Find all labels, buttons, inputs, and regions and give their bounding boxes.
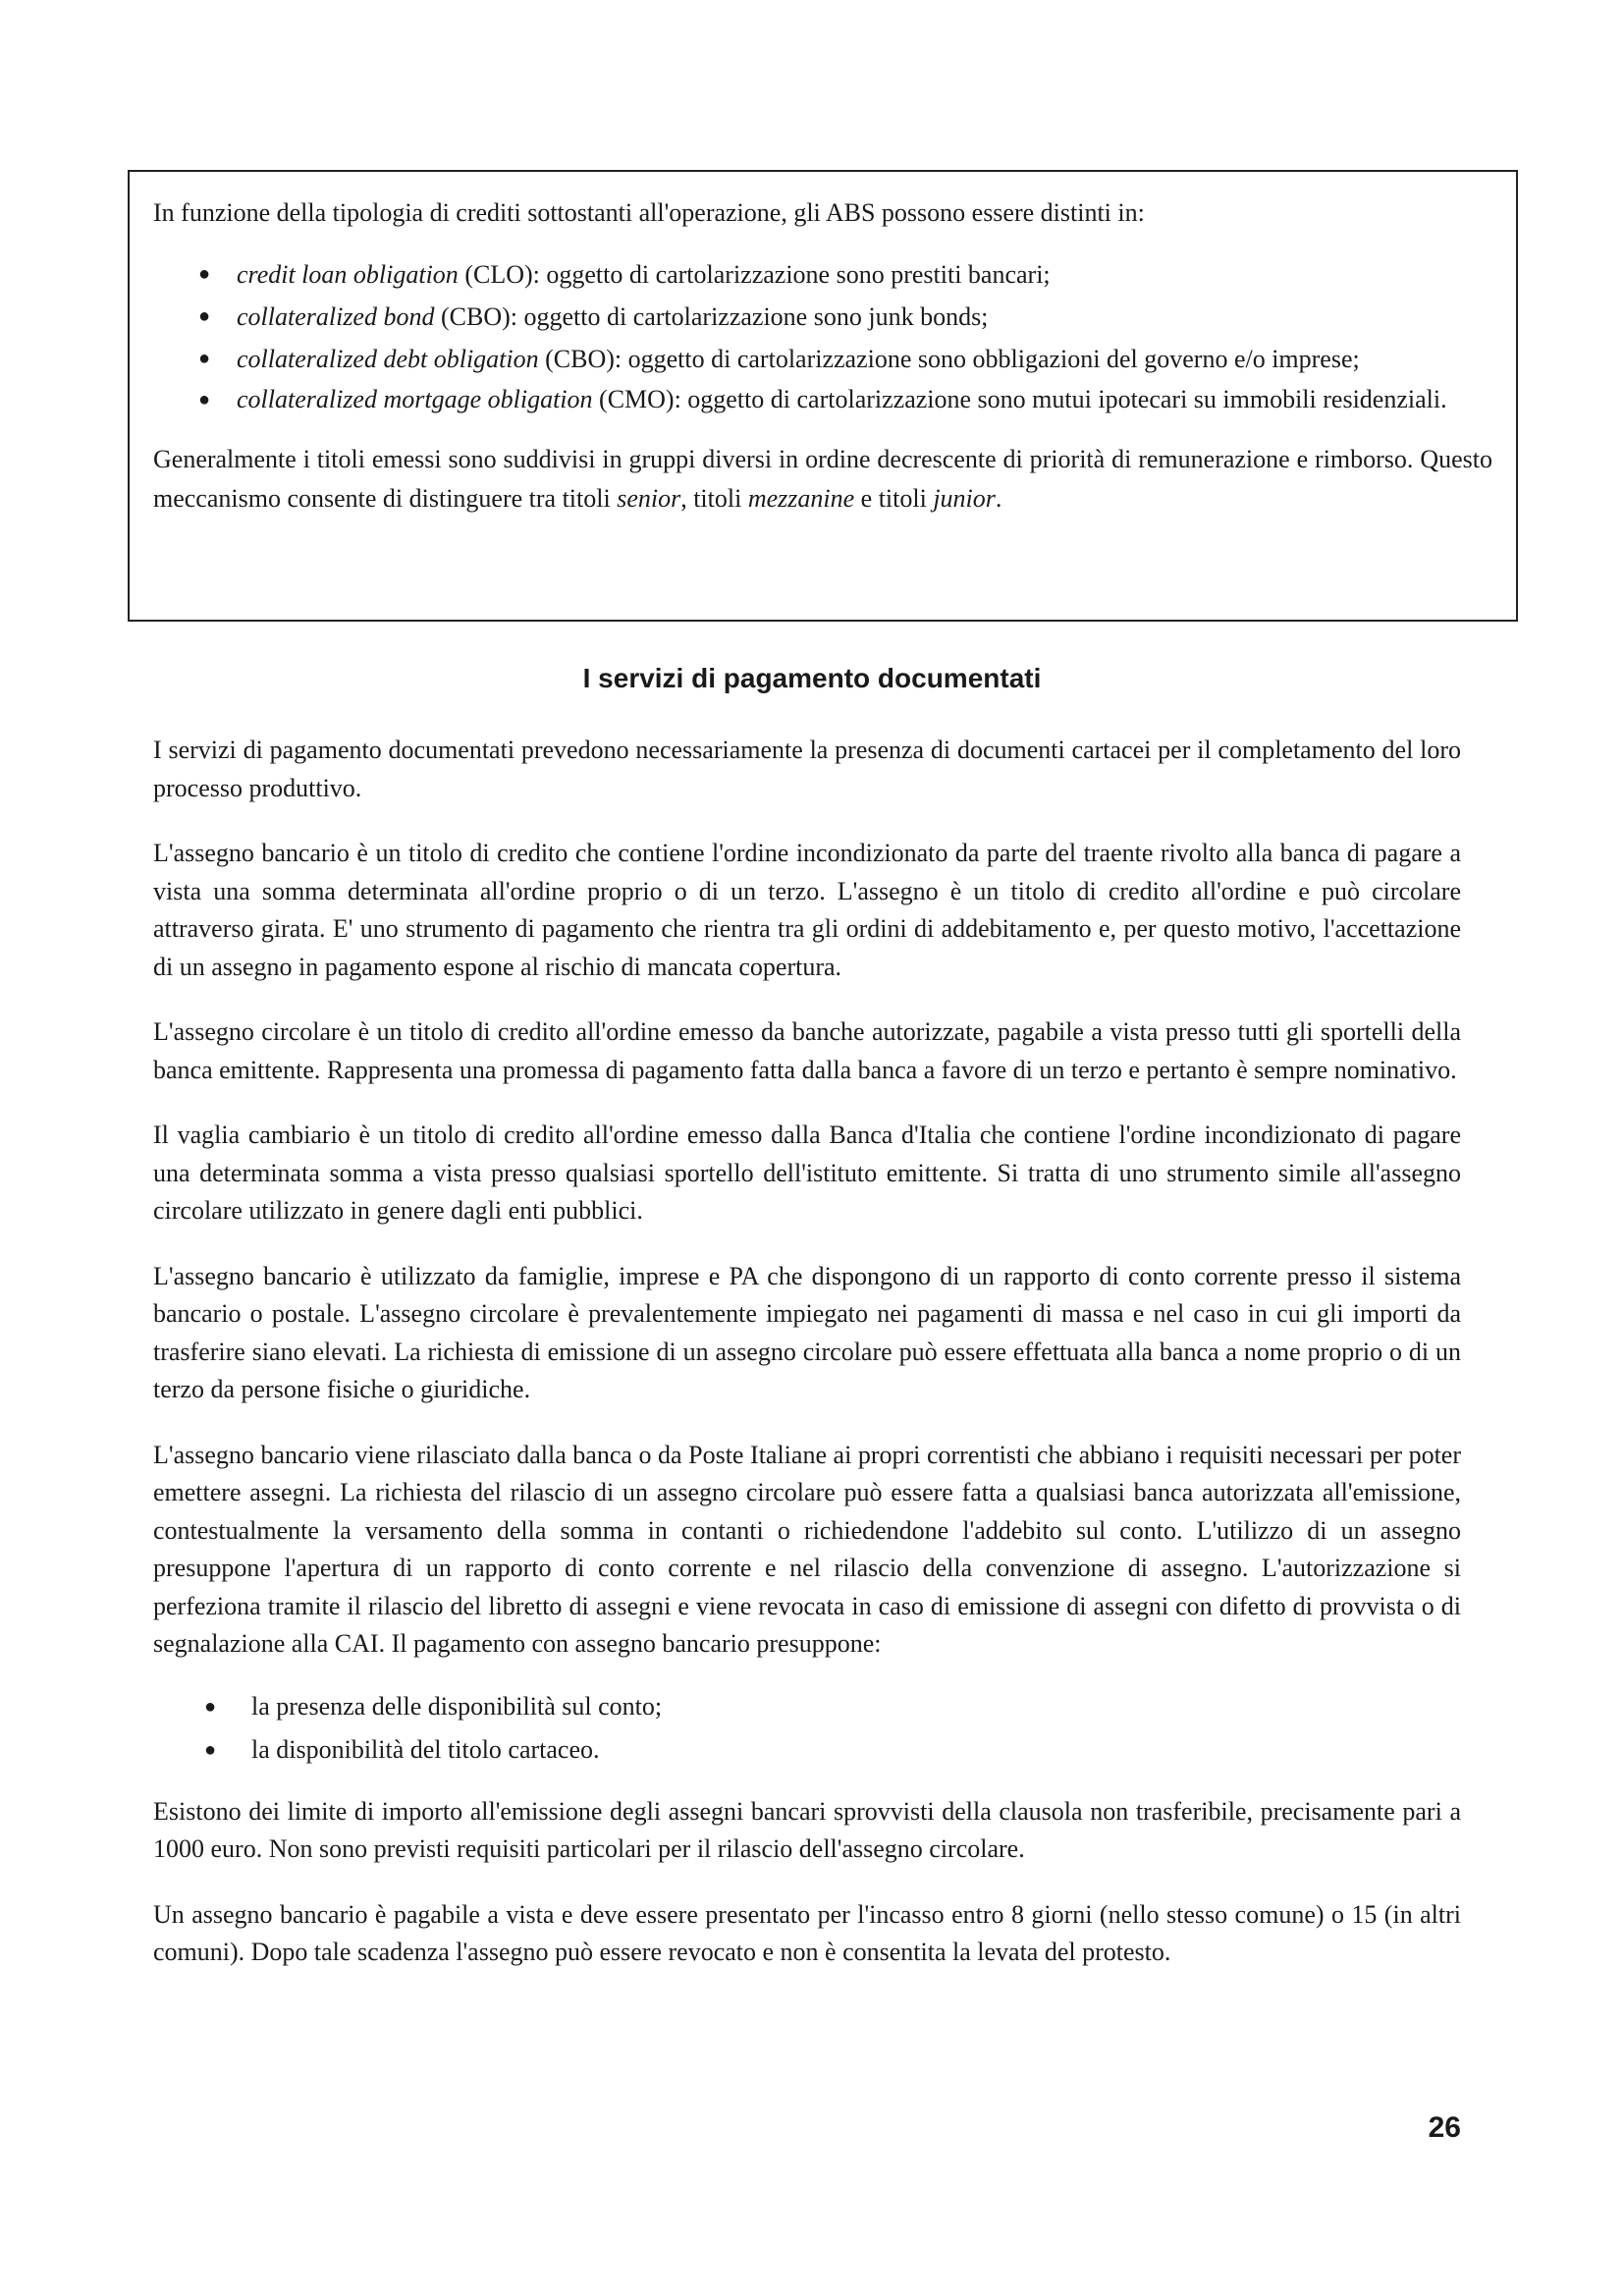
description: (CMO): oggetto di cartolarizzazione sono mutui ipotecari su immobili residenziali. xyxy=(592,385,1447,413)
section-title: I servizi di pagamento documentati xyxy=(582,663,1042,693)
paragraph: Esistono dei limite di importo all'emissione degli assegni bancari sprovvisti della clausola non trasferibile, precisamente pari a 1000 euro. Non sono previsti requisiti particolari per il rilascio dell'assegno circolare. xyxy=(153,1796,1461,1863)
page-number: 26 xyxy=(1428,2111,1461,2144)
paragraph: Il vaglia cambiario è un titolo di credito all'ordine emesso dalla Banca d'Italia che contiene l'ordine incondizionato di pagare una determinata somma a vista presso qualsiasi sportello dell'istituto emittente. Si tratta di uno strumento simile all'assegno circolare utilizzato in genere dagli enti pubblici. xyxy=(153,1121,1461,1225)
paragraph: L'assegno bancario è un titolo di credito che contiene l'ordine incondizionato da parte del traente rivolto alla banca di pagare a vista una somma determinata all'ordine proprio o di un terzo. L'assegno è un titolo di credito all'ordine e può circolare attraverso girata. E' uno strumento di pagamento che rientra tra gli ordini di addebitamento e, per questo motivo, l'accettazione di un assegno in pagamento espone al rischio di mancata copertura. xyxy=(153,839,1461,981)
term-mezzanine: mezzanine xyxy=(747,484,855,513)
list-item xyxy=(153,338,1492,380)
term: collateralized mortgage obligation xyxy=(237,385,593,413)
abs-info-box xyxy=(128,170,1518,622)
box-intro-text: In funzione della tipologia di crediti sottostanti all'operazione, gli ABS possono essere distinti in: xyxy=(153,198,1145,227)
closing-prefix: Generalmente i titoli emessi sono suddivisi in gruppi diversi in ordine decrescente di priorità di remunerazione e rimborso. Questo meccanismo consente di distinguere tra titoli xyxy=(153,445,1492,513)
paragraph: L'assegno bancario è utilizzato da famiglie, imprese e PA che dispongono di un rapporto di conto corrente presso il sistema bancario o postale. L'assegno circolare è prevalentemente impiegato nei pagamenti di massa e nel caso in cui gli importi da trasferire siano elevati. La richiesta di emissione di un assegno circolare può essere effettuata alla banca a nome proprio o di un terzo da persone fisiche o giuridiche. xyxy=(153,1261,1461,1403)
paragraph: Un assegno bancario è pagabile a vista e deve essere presentato per l'incasso entro 8 giorni (nello stesso comune) o 15 (in altri comuni). Dopo tale scadenza l'assegno può essere revocato e non è consentita la levata del protesto. xyxy=(153,1899,1461,1966)
list-item xyxy=(153,296,1492,338)
list-item xyxy=(153,1685,1461,1728)
description: (CBO): oggetto di cartolarizzazione sono obbligazioni del governo e/o imprese; xyxy=(538,345,1360,373)
closing-end: . xyxy=(995,484,1002,513)
paragraph: L'assegno bancario viene rilasciato dalla banca o da Poste Italiane ai propri correntisti che abbiano i requisiti necessari per poter emettere assegni. La richiesta del rilascio di un assegno circolare può essere fatta a qualsiasi banca autorizzata all'emissione, contestualmente la versamento della somma in contanti o richiedendone l'addebito sul conto. L'utilizzo di un assegno presuppone l'apertura di un rapporto di conto corrente e nel rilascio della convenzione di assegno. L'autorizzazione si perfeziona tramite il rilascio del libretto di assegni e viene revocata in caso di emissione di assegni con difetto di provvista o di segnalazione alla CAI. Il pagamento con assegno bancario presuppone: xyxy=(153,1440,1461,1658)
term-junior: junior xyxy=(933,484,996,513)
closing-sep: e titoli xyxy=(854,484,934,513)
paragraph: I servizi di pagamento documentati prevedono necessariamente la presenza di documenti cartacei per il completamento del loro processo produttivo. xyxy=(153,736,1461,802)
list-item xyxy=(153,380,1492,419)
list-item xyxy=(153,253,1492,296)
abs-types-list xyxy=(153,253,1492,419)
term-senior: senior xyxy=(617,484,681,513)
bullet-icon: ● xyxy=(198,389,211,410)
description: (CBO): oggetto di cartolarizzazione sono junk bonds; xyxy=(434,302,989,331)
paragraph: L'assegno circolare è un titolo di credito all'ordine emesso da banche autorizzate, pagabile a vista presso tutti gli sportelli della banca emittente. Rappresenta una promessa di pagamento fatta dalla banca a favore di un terzo e pertanto è sempre nominativo. xyxy=(153,1017,1461,1084)
bullet-icon: ● xyxy=(198,263,211,285)
bullet-icon: ● xyxy=(204,1695,217,1718)
description: (CLO): oggetto di cartolarizzazione sono prestiti bancari; xyxy=(458,260,1051,289)
term: collateralized debt obligation xyxy=(237,345,539,373)
box-closing-text xyxy=(153,440,1492,519)
term: credit loan obligation xyxy=(237,260,459,289)
requirements-list xyxy=(153,1685,1461,1772)
closing-sep: , titoli xyxy=(680,484,748,513)
main-content xyxy=(153,732,1461,1999)
bullet-icon: ● xyxy=(198,348,211,369)
term: collateralized bond xyxy=(237,302,435,331)
requirement-text: la disponibilità del titolo cartaceo. xyxy=(251,1734,600,1764)
list-item xyxy=(153,1728,1461,1772)
bullet-icon: ● xyxy=(198,305,211,327)
requirement-text: la presenza delle disponibilità sul conto; xyxy=(251,1691,663,1721)
bullet-icon: ● xyxy=(204,1738,217,1761)
